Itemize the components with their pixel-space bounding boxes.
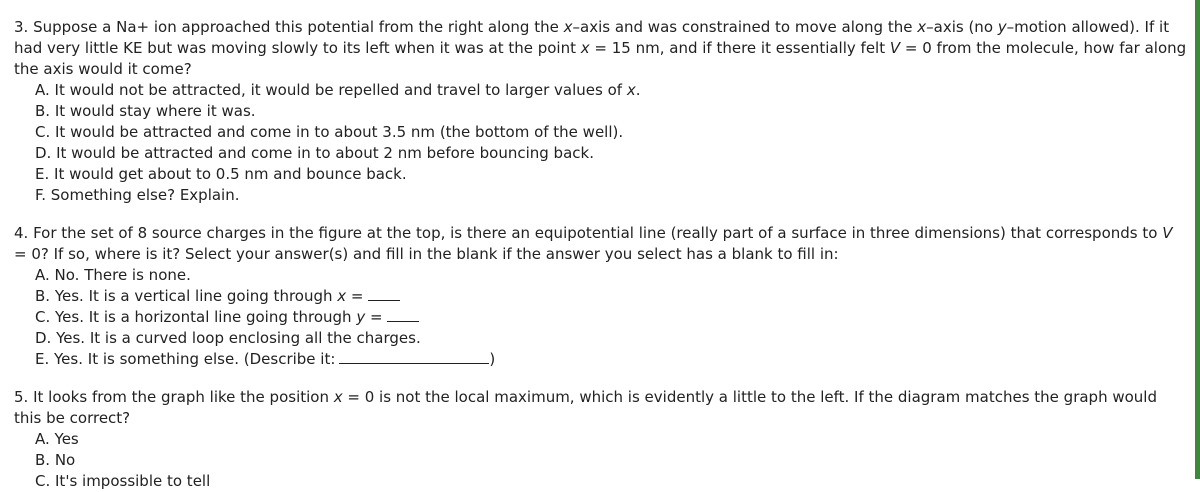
q4-option-e[interactable]: E. Yes. It is something else. (Describe it: ) bbox=[35, 350, 496, 368]
q3-option-b[interactable]: B. It would stay where it was. bbox=[35, 102, 256, 120]
question-3-options bbox=[14, 80, 1189, 206]
q5-option-c[interactable]: C. It's impossible to tell bbox=[35, 472, 211, 490]
q5-option-a[interactable]: A. Yes bbox=[35, 430, 79, 448]
question-5-options bbox=[14, 429, 1189, 492]
q3-option-a[interactable]: A. It would not be attracted, it would be repelled and travel to larger values of x. bbox=[35, 81, 641, 99]
q4-b-blank[interactable] bbox=[368, 286, 400, 301]
document-body bbox=[14, 0, 1189, 492]
q3-option-f[interactable]: F. Something else? Explain. bbox=[35, 186, 240, 204]
right-edge-bar bbox=[1195, 0, 1200, 479]
q4-e-blank[interactable] bbox=[339, 349, 489, 364]
q4-option-a[interactable]: A. No. There is none. bbox=[35, 266, 191, 284]
q3-option-d[interactable]: D. It would be attracted and come in to about 2 nm before bouncing back. bbox=[35, 144, 594, 162]
question-4-options bbox=[14, 265, 1189, 370]
q3-option-e[interactable]: E. It would get about to 0.5 nm and bounce back. bbox=[35, 165, 407, 183]
q4-option-c[interactable]: C. Yes. It is a horizontal line going through y = bbox=[35, 307, 1189, 328]
question-4-stem: 4. For the set of 8 source charges in the figure at the top, is there an equipotential line (really part of a surface in three dimensions) that corresponds to V = 0? If so, where is it? Select your answer(s) and fill in the blank if the answer you select has a blank to fill in: bbox=[14, 224, 1173, 263]
q4-option-d[interactable]: D. Yes. It is a curved loop enclosing all the charges. bbox=[35, 329, 421, 347]
q5-option-b[interactable]: B. No bbox=[35, 451, 76, 469]
q4-option-b[interactable]: B. Yes. It is a vertical line going through x = bbox=[35, 286, 1189, 307]
q3-option-c[interactable]: C. It would be attracted and come in to about 3.5 nm (the bottom of the well). bbox=[35, 123, 624, 141]
question-3-stem: 3. Suppose a Na+ ion approached this potential from the right along the x–axis and was constrained to move along the x–axis (no y–motion allowed). If it had very little KE but was moving slowly to its left when it was at the point x = 15 nm, and if there it essentially felt V = 0 from the molecule, how far along the axis would it come? bbox=[14, 18, 1187, 78]
q4-c-blank[interactable] bbox=[387, 307, 419, 322]
question-5-stem: 5. It looks from the graph like the position x = 0 is not the local maximum, which is evidently a little to the left. If the diagram matches the graph would this be correct? bbox=[14, 388, 1157, 427]
